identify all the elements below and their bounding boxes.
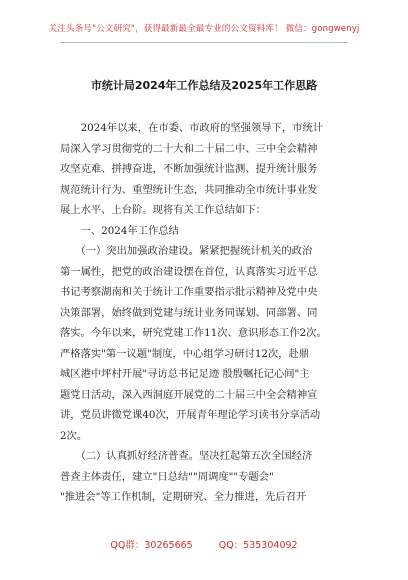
paragraph-line: "推进会"等工作机制，定期研究、全力推进，先后召开 bbox=[60, 491, 307, 503]
paragraph-line: 2次。 bbox=[60, 429, 88, 442]
paragraph-line: 城区港中坪村开展"寻访总书记足迹 殷殷嘱托记心间"主 bbox=[60, 368, 310, 380]
paragraph-line: 2024年以来，在市委、市政府的坚强领导下，市统计 bbox=[60, 122, 324, 134]
paragraph-line: 讲，党员讲微党课40次，开展青年理论学习读书分享活动 bbox=[60, 409, 321, 421]
paragraph-line: 题党日活动，深入西洞庭开展党的二十届三中全会精神宣 bbox=[60, 388, 318, 401]
paragraph-line: 决策部署，始终做到党建与统计业务同谋划、同部署、同 bbox=[60, 306, 318, 319]
paragraph-line: 展上水平、上台阶。现将有关工作总结如下： bbox=[60, 204, 266, 216]
header-banner: 关注头条号"公文研究"，获得最新最全最专业的公文资料库！ 微信：gongwenyj bbox=[48, 24, 360, 34]
document-title: 市统计局2024年工作总结及2025年工作思路 bbox=[90, 79, 318, 92]
paragraph-line: （一）突出加强政治建设。紧紧把握统计机关的政治 bbox=[60, 245, 313, 257]
footer-contact bbox=[0, 537, 408, 551]
section-heading: 一、2024年工作总结 bbox=[60, 224, 179, 237]
paragraph-line: 规范统计行为、重塑统计生态，共同推动全市统计事业发 bbox=[60, 183, 318, 196]
document-body bbox=[60, 118, 353, 508]
paragraph-line: 落实。今年以来，研究党建工作11次、意识形态工作2次。 bbox=[60, 327, 327, 339]
paragraph-line: 书记考察湖南和关于统计工作重要指示批示精神及党中央 bbox=[60, 286, 318, 298]
paragraph-line: 第一属性，把党的政治建设摆在首位，认真落实习近平总 bbox=[60, 265, 318, 278]
paragraph-line: （二）认真抓好经济普查。坚决扛起第五次全国经济 bbox=[60, 450, 313, 462]
header-divider bbox=[60, 42, 348, 43]
footer-qq-number: QQ：535304092 bbox=[218, 540, 298, 551]
footer-qq-group: QQ群：30265665 bbox=[110, 540, 193, 551]
paragraph-line: 攻坚克难、拼搏奋进，不断加强统计监测、提升统计服务 bbox=[60, 163, 318, 175]
paragraph-line: 局深入学习贯彻党的二十大和二十届二中、三中全会精神 bbox=[60, 142, 318, 155]
paragraph-line: 普查主体责任，建立"日总结""周调度""专题会" bbox=[60, 470, 274, 483]
paragraph-line: 严格落实"第一议题"制度，中心组学习研讨12次，赴鼎 bbox=[60, 347, 310, 360]
